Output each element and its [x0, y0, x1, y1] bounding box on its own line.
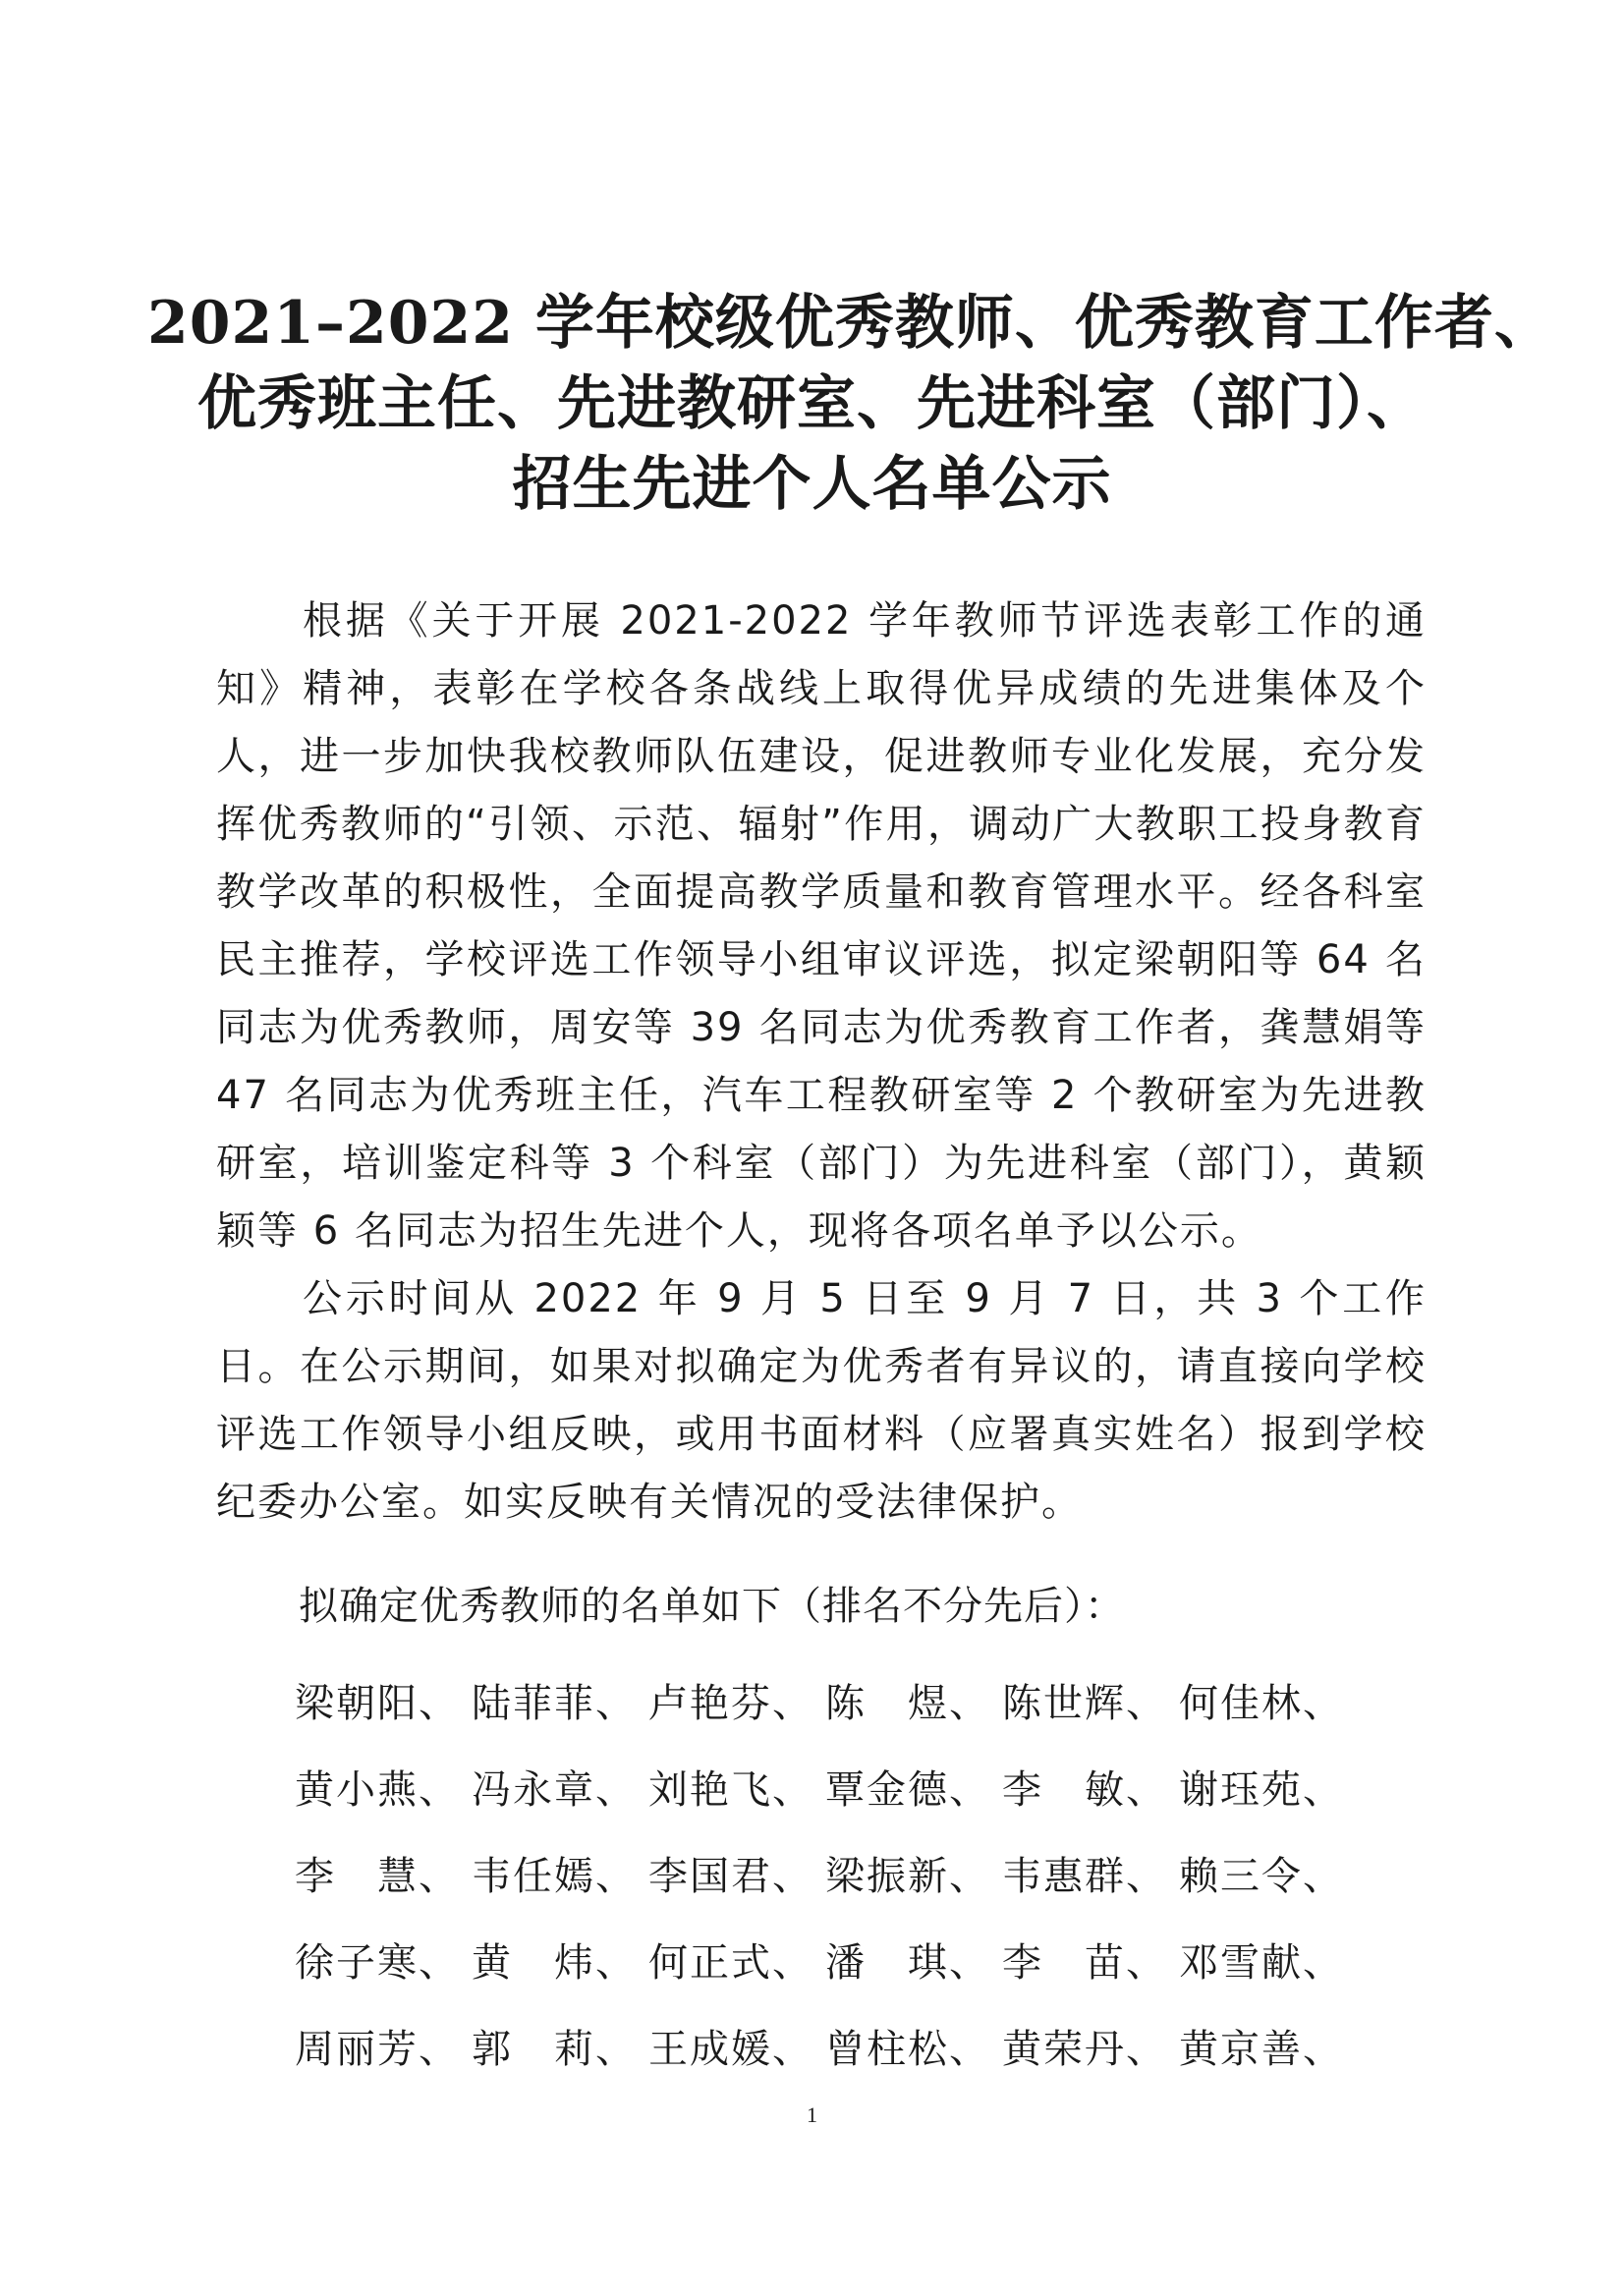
name-entry: 徐子寒、	[295, 1940, 460, 1986]
name-row	[295, 1920, 1434, 2006]
name-entry: 刘艳飞、	[648, 1767, 813, 1813]
name-entry: 郭 莉、	[472, 2027, 637, 2072]
name-entry: 李国君、	[648, 1854, 813, 1899]
title-line-3: 招生先进个人名单公示	[512, 450, 1112, 519]
name-entry: 陈 煜、	[825, 1681, 990, 1726]
document-body	[216, 588, 1427, 1537]
page-number: 1	[807, 2102, 817, 2127]
name-entry: 梁振新、	[825, 1854, 990, 1899]
name-entry: 韦惠群、	[1002, 1854, 1167, 1899]
name-entry: 韦任嫣、	[472, 1854, 637, 1899]
name-entry: 何佳林、	[1179, 1681, 1344, 1726]
name-entry: 黄小燕、	[295, 1767, 460, 1813]
name-entry: 梁朝阳、	[295, 1681, 460, 1726]
paragraph-intro: 根据《关于开展 2021-2022 学年教师节评选表彰工作的通知》精神，表彰在学校各条战线上取得优异成绩的先进集体及个人，进一步加快我校教师队伍建设，促进教师专业化发展，充分发挥优秀教师的“引领、示范、辐射”作用，调动广大教职工投身教育教学改革的积极性，全面提高教学质量和教育管理水平。经各科室民主推荐，学校评选工作领导小组审议评选，拟定梁朝阳等 64 名同志为优秀教师，周安等 39 名同志为优秀教育工作者，龚慧娟等 47 名同志为优秀班主任，汽车工程教研室等 2 个教研室为先进教研室，培训鉴定科等 3 个科室（部门）为先进科室（部门），黄颖颖等 6 名同志为招生先进个人，现将各项名单予以公示。	[216, 598, 1427, 1254]
name-row	[295, 2006, 1434, 2093]
name-row	[295, 1660, 1434, 1747]
list-heading: 拟确定优秀教师的名单如下（排名不分先后）：	[299, 1584, 1125, 1629]
name-entry: 黄荣丹、	[1002, 2027, 1167, 2072]
name-entry: 黄 炜、	[472, 1940, 637, 1986]
name-row	[295, 1833, 1434, 1920]
name-entry: 潘 琪、	[825, 1940, 990, 1986]
name-entry: 陈世辉、	[1002, 1681, 1167, 1726]
name-entry: 周丽芳、	[295, 2027, 460, 2072]
name-entry: 冯永章、	[472, 1767, 637, 1813]
name-entry: 谢珏苑、	[1179, 1767, 1344, 1813]
name-entry: 何正式、	[648, 1940, 813, 1986]
name-entry: 曾柱松、	[825, 2027, 990, 2072]
title-line-2: 优秀班主任、先进教研室、先进科室（部门）、	[197, 369, 1427, 438]
name-entry: 邓雪献、	[1179, 1940, 1344, 1986]
name-entry: 李 慧、	[295, 1854, 460, 1899]
name-entry: 李 敏、	[1002, 1767, 1167, 1813]
paragraph-notice-period: 公示时间从 2022 年 9 月 5 日至 9 月 7 日，共 3 个工作日。在公示期间，如果对拟确定为优秀者有异议的，请直接向学校评选工作领导小组反映，或用书面材料（应署真实姓名）报到学校纪委办公室。如实反映有关情况的受法律保护。	[216, 1276, 1427, 1525]
name-entry: 王成媛、	[648, 2027, 813, 2072]
name-entry: 赖三令、	[1179, 1854, 1344, 1899]
document-title	[147, 283, 1554, 525]
title-line-1: 2021–2022 学年校级优秀教师、优秀教育工作者、	[147, 289, 1554, 358]
name-entry: 陆菲菲、	[472, 1681, 637, 1726]
name-row	[295, 1747, 1434, 1833]
name-entry: 李 苗、	[1002, 1940, 1167, 1986]
name-list	[295, 1660, 1434, 2093]
name-entry: 覃金德、	[825, 1767, 990, 1813]
name-entry: 黄京善、	[1179, 2027, 1344, 2072]
name-entry: 卢艳芬、	[648, 1681, 813, 1726]
